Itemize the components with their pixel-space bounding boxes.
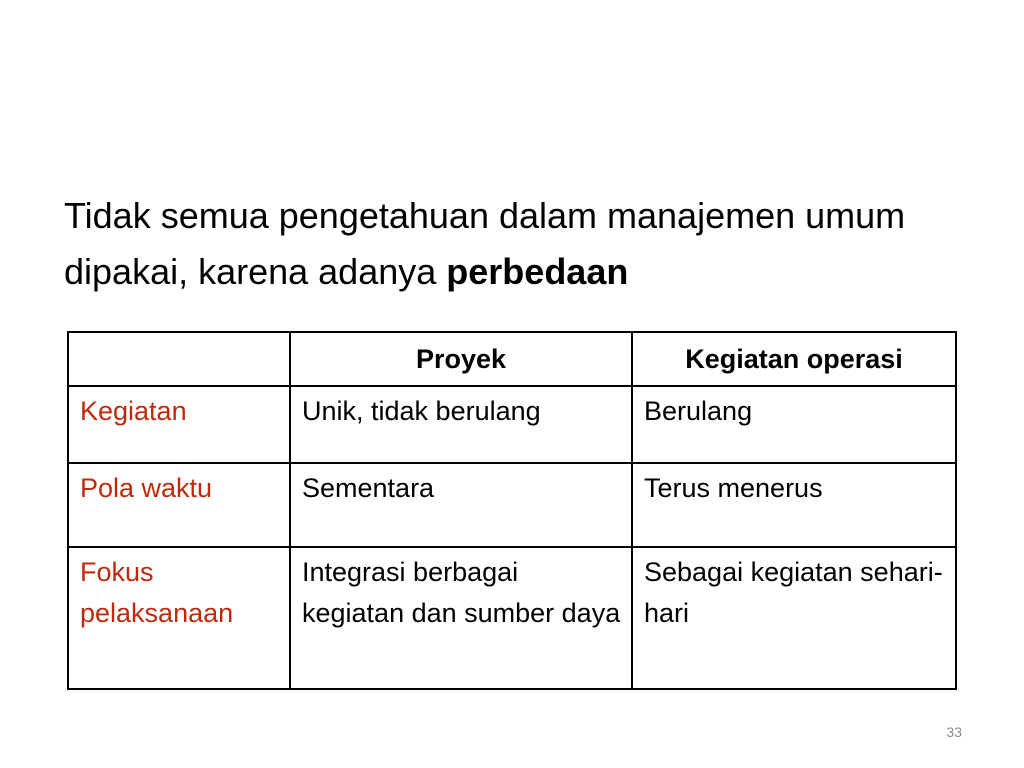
cell-operasi-fokus: Sebagai kegiatan sehari-hari bbox=[632, 547, 956, 689]
header-empty-cell bbox=[68, 332, 290, 386]
statement-emphasis: perbedaan bbox=[446, 251, 629, 292]
comparison-table bbox=[67, 331, 957, 690]
table-row bbox=[68, 463, 956, 547]
cell-operasi-kegiatan: Berulang bbox=[632, 386, 956, 463]
cell-proyek-kegiatan: Unik, tidak berulang bbox=[290, 386, 632, 463]
cell-proyek-fokus: Integrasi berbagai kegiatan dan sumber daya bbox=[290, 547, 632, 689]
row-label-kegiatan: Kegiatan bbox=[68, 386, 290, 463]
table-header-row bbox=[68, 332, 956, 386]
header-proyek: Proyek bbox=[290, 332, 632, 386]
row-label-pola-waktu: Pola waktu bbox=[68, 463, 290, 547]
cell-operasi-pola-waktu: Terus menerus bbox=[632, 463, 956, 547]
header-kegiatan-operasi: Kegiatan operasi bbox=[632, 332, 956, 386]
table-row bbox=[68, 547, 956, 689]
statement-text: Tidak semua pengetahuan dalam manajemen umum dipakai, karena adanya bbox=[64, 195, 906, 292]
table-row bbox=[68, 386, 956, 463]
row-label-fokus-pelaksanaan: Fokus pelaksanaan bbox=[68, 547, 290, 689]
slide-statement bbox=[64, 188, 964, 300]
cell-proyek-pola-waktu: Sementara bbox=[290, 463, 632, 547]
page-number: 33 bbox=[946, 724, 962, 740]
